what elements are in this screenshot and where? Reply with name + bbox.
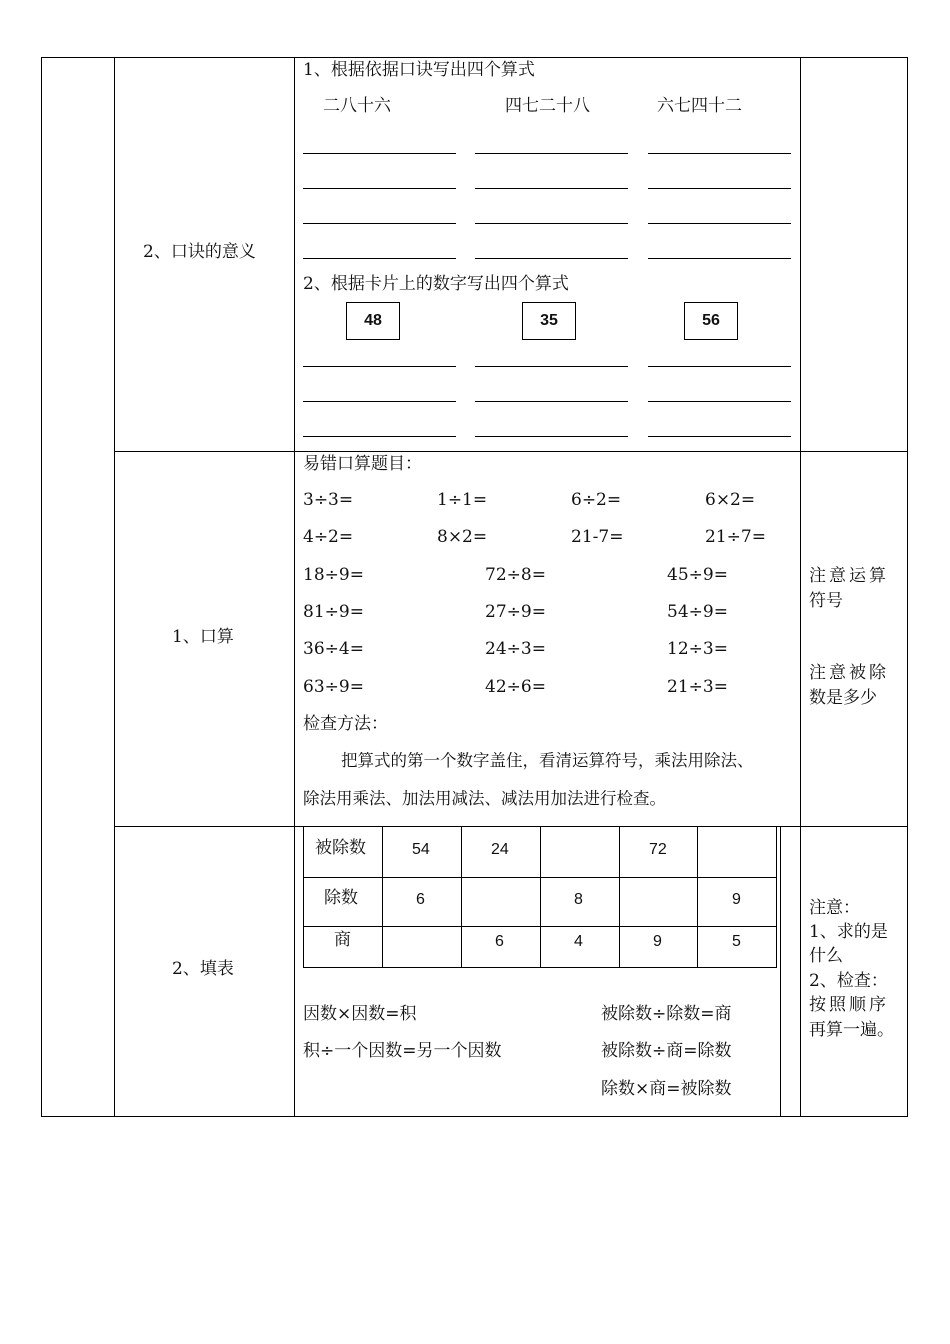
note-heading: 注意： [809, 898, 860, 918]
formula-left: 积÷一个因数=另一个因数 [303, 1041, 502, 1061]
problem: 4÷2= [303, 527, 354, 547]
problem: 1÷1= [437, 490, 488, 510]
answer-line[interactable] [648, 258, 791, 259]
table-cell[interactable]: 24 [491, 841, 509, 858]
table-cell[interactable]: 6 [495, 933, 504, 950]
note-line: 1、求的是 [809, 922, 888, 942]
table-cell[interactable]: 6 [416, 891, 425, 908]
number-card: 56 [684, 302, 738, 340]
note-line: 什么 [809, 946, 843, 966]
rhyme-3: 六七四十二 [657, 96, 742, 116]
task2-label: 2、根据卡片上的数字写出四个算式 [303, 274, 569, 294]
problem: 54÷9= [667, 602, 728, 622]
formula-left: 因数×因数=积 [303, 1004, 417, 1024]
note-line: 按照顺序 [809, 995, 889, 1015]
table-cell[interactable]: 9 [653, 933, 662, 950]
check-method-line1: 把算式的第一个数字盖住，看清运算符号，乘法用除法、 [341, 751, 754, 770]
note-operator-b: 符号 [809, 591, 843, 611]
table-cell[interactable]: 4 [574, 933, 583, 950]
answer-line[interactable] [303, 401, 456, 402]
top-border [41, 57, 908, 58]
problem: 63÷9= [303, 677, 364, 697]
outer-right-border [907, 57, 908, 1117]
row-divider-1 [114, 451, 908, 452]
answer-line[interactable] [475, 258, 628, 259]
rhyme-1: 二八十六 [323, 96, 391, 116]
problem: 21÷3= [667, 677, 728, 697]
problem: 81÷9= [303, 602, 364, 622]
note-line: 2、检查： [809, 971, 888, 991]
answer-line[interactable] [303, 258, 456, 259]
number-card: 35 [522, 302, 576, 340]
table-cell[interactable]: 5 [732, 933, 741, 950]
problem: 72÷8= [485, 565, 546, 585]
answer-line[interactable] [303, 436, 456, 437]
note-line: 再算一遍。 [809, 1020, 894, 1040]
problem: 8×2= [437, 527, 488, 547]
answer-line[interactable] [475, 153, 628, 154]
rhyme-2: 四七二十八 [505, 96, 590, 116]
table-cell[interactable]: 54 [412, 841, 430, 858]
problem: 12÷3= [667, 639, 728, 659]
problem: 36÷4= [303, 639, 364, 659]
section1-title: 2、口诀的意义 [143, 242, 256, 262]
problem: 45÷9= [667, 565, 728, 585]
mental-math-heading: 易错口算题目： [303, 454, 422, 474]
answer-line[interactable] [475, 188, 628, 189]
section3-title: 2、填表 [172, 959, 234, 979]
col2-divider [294, 57, 295, 1117]
answer-line[interactable] [303, 223, 456, 224]
problem: 6×2= [705, 490, 756, 510]
table-cell[interactable]: 9 [732, 891, 741, 908]
problem: 6÷2= [571, 490, 622, 510]
formula-right: 被除数÷除数=商 [601, 1004, 732, 1024]
answer-line[interactable] [303, 153, 456, 154]
row-divider-2 [114, 826, 908, 827]
note-dividend-a: 注意被除 [809, 663, 889, 683]
note-operator-a: 注意运算 [809, 566, 889, 586]
answer-line[interactable] [648, 366, 791, 367]
answer-line[interactable] [475, 436, 628, 437]
problem: 42÷6= [485, 677, 546, 697]
outer-left-border [41, 57, 42, 1117]
problem: 24÷3= [485, 639, 546, 659]
problem: 3÷3= [303, 490, 354, 510]
table-header-divisor: 除数 [324, 888, 358, 908]
answer-line[interactable] [303, 188, 456, 189]
table-cell[interactable]: 72 [649, 841, 667, 858]
answer-line[interactable] [648, 401, 791, 402]
task1-label: 1、根据依据口诀写出四个算式 [303, 60, 535, 80]
check-method-line2: 除法用乘法、加法用减法、减法用加法进行检查。 [303, 789, 666, 808]
col3-divider [800, 57, 801, 1117]
answer-line[interactable] [648, 223, 791, 224]
check-method-label: 检查方法： [303, 714, 388, 734]
answer-line[interactable] [475, 366, 628, 367]
problem: 21-7= [571, 527, 624, 547]
note-dividend-b: 数是多少 [809, 688, 877, 708]
table-cell[interactable]: 8 [574, 891, 583, 908]
section2-title: 1、口算 [172, 627, 234, 647]
table-header-quotient: 商 [334, 930, 351, 950]
formula-right: 除数×商=被除数 [601, 1079, 732, 1099]
number-card: 48 [346, 302, 400, 340]
problem: 18÷9= [303, 565, 364, 585]
formula-right: 被除数÷商=除数 [601, 1041, 732, 1061]
col1-divider [114, 57, 115, 1117]
answer-line[interactable] [648, 153, 791, 154]
bottom-border [41, 1116, 908, 1117]
answer-line[interactable] [475, 223, 628, 224]
answer-line[interactable] [648, 436, 791, 437]
problem: 21÷7= [705, 527, 766, 547]
answer-line[interactable] [648, 188, 791, 189]
problem: 27÷9= [485, 602, 546, 622]
answer-line[interactable] [303, 366, 456, 367]
answer-line[interactable] [475, 401, 628, 402]
table-header-dividend: 被除数 [315, 838, 366, 858]
